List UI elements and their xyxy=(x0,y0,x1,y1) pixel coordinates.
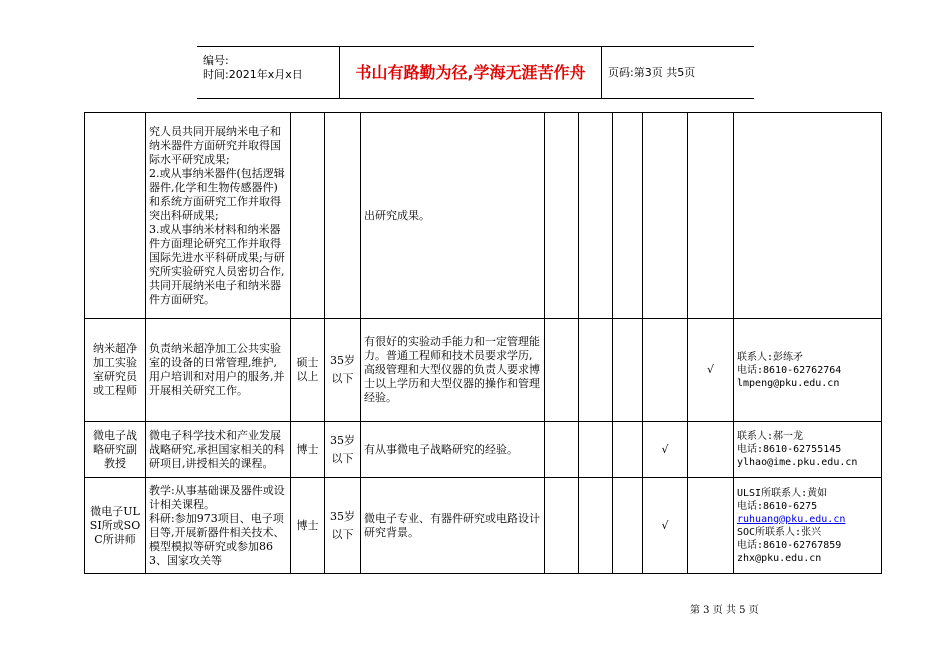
ulsi-contact-phone: 电话:8610-6275 xyxy=(737,500,818,512)
requirements-cell: 有很好的实验动手能力和一定管理能力。普通工程师和技术员要求学历,高级管理和大型仪器的负责人要求博士以上学历和大型仪器的操作和管理经验。 xyxy=(361,319,545,422)
number-label: 编号: xyxy=(203,54,229,67)
contact-email: lmpeng@pku.edu.cn xyxy=(737,377,840,389)
contact-email: ylhao@ime.pku.edu.cn xyxy=(737,457,858,468)
table-row xyxy=(85,113,882,319)
position-title xyxy=(85,113,146,319)
check-mark: √ xyxy=(643,422,688,478)
requirements-cell: 微电子专业、有器件研究或电路设计研究背景。 xyxy=(361,478,545,574)
time-label: 时间:2021年x月x日 xyxy=(203,68,303,81)
age-cell: 35岁以下 xyxy=(325,478,361,574)
contact-cell xyxy=(734,422,882,478)
page-footer: 第 3 页 共 5 页 xyxy=(690,605,759,616)
requirements-cell: 出研究成果。 xyxy=(361,113,545,319)
duties-cell: 教学:从事基础课及器件或设计相关课程。 科研:参加973项目、电子项目等,开展新器件相关技术、模型模拟等研究或参加863、国家攻关等 xyxy=(146,478,291,574)
ulsi-email-link[interactable]: ruhuang@pku.edu.cn xyxy=(737,513,846,525)
degree-cell: 硕士以上 xyxy=(291,319,325,422)
table-row xyxy=(85,422,882,478)
age-cell xyxy=(325,113,361,319)
degree-cell: 博士 xyxy=(291,478,325,574)
soc-contact-email: zhx@pku.edu.cn xyxy=(737,552,822,564)
job-table xyxy=(84,112,882,574)
check-mark: √ xyxy=(643,478,688,574)
soc-contact-name: SOC所联系人:张兴 xyxy=(737,526,822,538)
ulsi-contact-name: ULSI所联系人:黄如 xyxy=(737,487,828,499)
contact-name: 联系人:彭练矛 xyxy=(737,351,804,363)
header-meta xyxy=(197,47,340,98)
age-cell: 35岁以下 xyxy=(325,319,361,422)
table-row xyxy=(85,478,882,574)
soc-contact-phone: 电话:8610-62767859 xyxy=(737,539,842,551)
page-header xyxy=(197,46,754,99)
duties-cell: 微电子科学技术和产业发展战略研究,承担国家相关的科研项目,讲授相关的课程。 xyxy=(146,422,291,478)
contact-cell xyxy=(734,319,882,422)
contact-name: 联系人:郝一龙 xyxy=(737,431,804,442)
degree-cell: 博士 xyxy=(291,422,325,478)
position-title: 微电子战略研究副教授 xyxy=(85,422,146,478)
table-row xyxy=(85,319,882,422)
contact-cell xyxy=(734,478,882,574)
requirements-cell: 有从事微电子战略研究的经验。 xyxy=(361,422,545,478)
contact-phone: 电话:8610-62762764 xyxy=(737,364,842,376)
position-title: 微电子ULSI所或SOC所讲师 xyxy=(85,478,146,574)
age-cell: 35岁以下 xyxy=(325,422,361,478)
duties-cell: 负责纳米超净加工公共实验室的设备的日常管理,维护,用户培训和对用户的服务,并开展相关研究工作。 xyxy=(146,319,291,422)
duties-cell: 究人员共同开展纳米电子和纳米器件方面研究并取得国际水平研究成果; 2.或从事纳米器件(包括逻辑器件,化学和生物传感器件)和系统方面研究工作并取得突出科研成果; 3.或从事纳米材料和纳米器件方面理论研究工作并取得国际先进水平科研成果;与研究所实验研究人员密切合作,共同开展纳米电子和纳米器件方面研究。 xyxy=(146,113,291,319)
header-slogan: 书山有路勤为径,学海无涯苦作舟 xyxy=(340,47,602,98)
contact-phone: 电话:8610-62755145 xyxy=(737,444,842,455)
check-mark: √ xyxy=(688,319,734,422)
position-title: 纳米超净加工实验室研究员或工程师 xyxy=(85,319,146,422)
page-indicator: 页码:第3页 共5页 xyxy=(608,66,696,79)
degree-cell xyxy=(291,113,325,319)
